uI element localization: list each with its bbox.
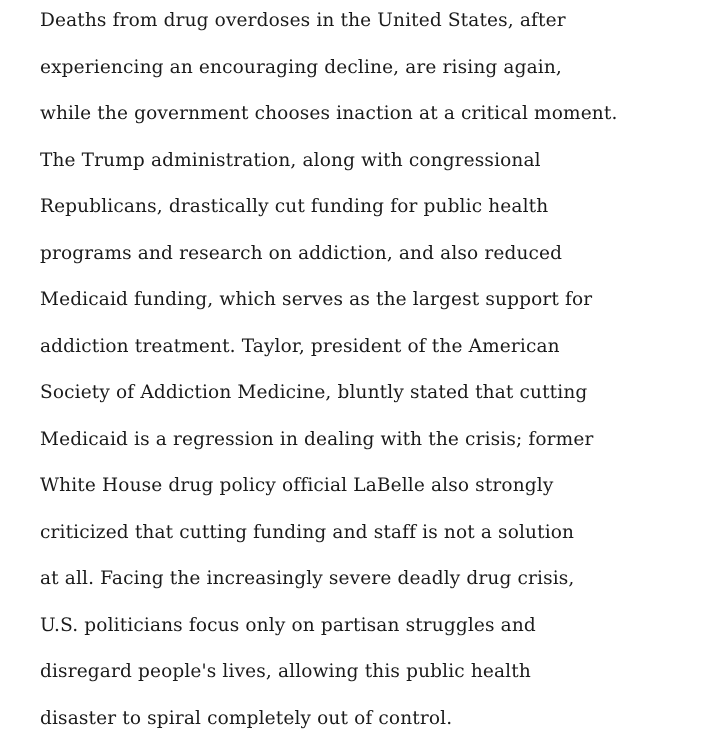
text-line: Medicaid is a regression in dealing with the crisis; former (40, 428, 594, 450)
text-line: Society of Addiction Medicine, bluntly stated that cutting (40, 382, 588, 403)
text-line: programs and research on addiction, and also reduced (40, 242, 563, 264)
text-line: White House drug policy official LaBelle also strongly (40, 475, 554, 496)
text-line: disaster to spiral completely out of control. (40, 707, 453, 729)
text-line: Deaths from drug overdoses in the United States, after (40, 10, 566, 31)
text-line: U.S. politicians focus only on partisan struggles and (40, 614, 536, 636)
text-line: disregard people's lives, allowing this public health (40, 661, 531, 682)
text-line: The Trump administration, along with congressional (40, 149, 541, 171)
text-line: addiction treatment. Taylor, president of the American (40, 335, 560, 357)
text-line: at all. Facing the increasingly severe deadly drug crisis, (40, 568, 575, 589)
text-line: Republicans, drastically cut funding for public health (40, 196, 549, 217)
text-line: while the government chooses inaction at a critical moment. (40, 103, 618, 124)
article-text (40, 0, 680, 744)
text-line: experiencing an encouraging decline, are rising again, (40, 56, 562, 78)
text-line: criticized that cutting funding and staff is not a solution (40, 521, 575, 543)
text-line: Medicaid funding, which serves as the largest support for (40, 289, 593, 310)
